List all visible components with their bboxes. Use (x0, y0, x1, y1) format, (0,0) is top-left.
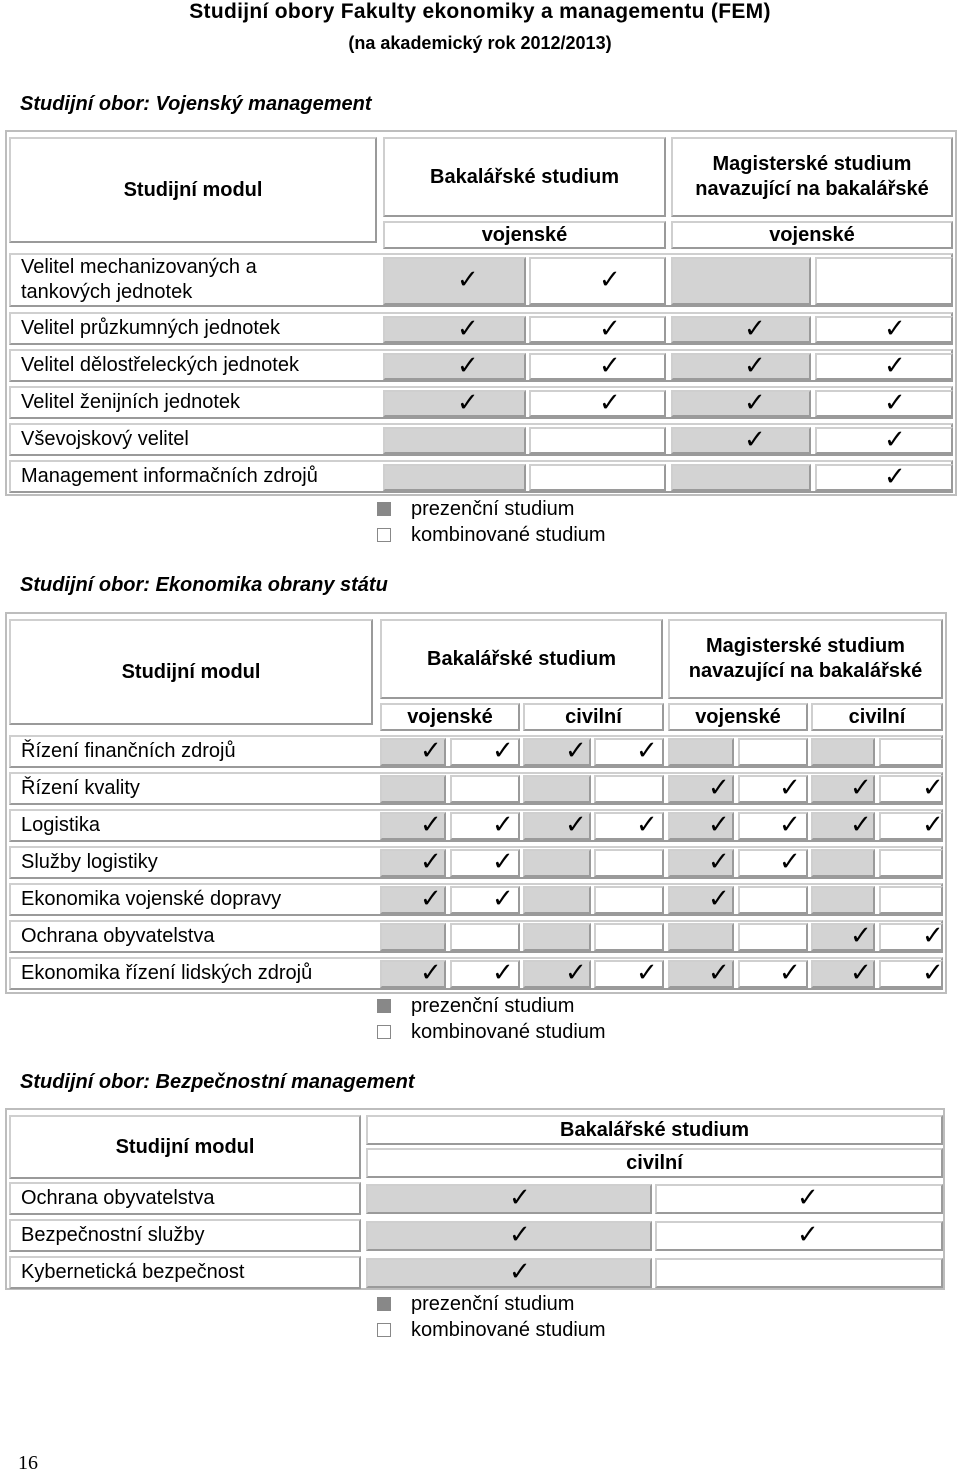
legend-full-time-label: prezenční studium (411, 498, 575, 520)
checkmark-icon: ✓ (509, 1257, 531, 1287)
checkmark-icon: ✓ (779, 810, 801, 840)
mark-cell (668, 738, 734, 766)
checkmark-icon: ✓ (744, 350, 766, 381)
mark-cell (671, 257, 811, 305)
col-module-header: Studijní modul (9, 619, 373, 725)
mark-cell (523, 775, 591, 803)
checkmark-icon: ✓ (565, 810, 587, 840)
checkmark-icon: ✓ (850, 921, 872, 951)
mark-cell (523, 923, 591, 951)
sub-header: civilní (811, 703, 943, 731)
mark-cell (529, 387, 666, 418)
section2-heading: Studijní obor: Ekonomika obrany státu (20, 574, 388, 596)
checkmark-icon: ✓ (884, 313, 906, 344)
checkmark-icon: ✓ (457, 387, 479, 418)
mark-cell (383, 313, 526, 344)
mark-cell (380, 775, 446, 803)
page-title: Studijní obory Fakulty ekonomiky a managementu (FEM) (189, 0, 771, 23)
checkmark-icon: ✓ (420, 847, 442, 877)
row-label: Velitel průzkumných jednotek (21, 317, 281, 339)
mark-cell (450, 775, 520, 803)
checkmark-icon: ✓ (636, 736, 658, 766)
mark-cell (738, 738, 808, 766)
checkmark-icon: ✓ (420, 810, 442, 840)
checkmark-icon: ✓ (708, 810, 730, 840)
col-master-header: Magisterské studium navazující na bakalářské (671, 137, 953, 217)
mark-cell (529, 350, 666, 381)
mark-cell (594, 849, 664, 877)
checkmark-icon: ✓ (884, 424, 906, 455)
checkmark-icon: ✓ (744, 387, 766, 418)
checkmark-icon: ✓ (708, 884, 730, 914)
col-bachelor-header: Bakalářské studium (366, 1115, 943, 1145)
checkmark-icon: ✓ (850, 958, 872, 988)
section3-table (5, 1108, 945, 1290)
checkmark-icon: ✓ (420, 884, 442, 914)
row-label: Bezpečnostní služby (21, 1224, 205, 1246)
checkmark-icon: ✓ (599, 350, 621, 381)
mark-cell (879, 849, 943, 877)
sub-header: vojenské (380, 703, 520, 731)
checkmark-icon: ✓ (744, 313, 766, 344)
mark-cell (671, 424, 811, 455)
legend-combined (377, 1019, 606, 1045)
mark-cell (738, 923, 808, 951)
checkmark-icon: ✓ (457, 350, 479, 381)
mark-cell (671, 387, 811, 418)
checkmark-icon: ✓ (708, 847, 730, 877)
checkmark-icon: ✓ (884, 350, 906, 381)
section3-heading: Studijní obor: Bezpečnostní management (20, 1071, 415, 1093)
checkmark-icon: ✓ (922, 810, 944, 840)
page-subtitle: (na akademický rok 2012/2013) (348, 33, 612, 53)
checkmark-icon: ✓ (922, 773, 944, 803)
checkmark-icon: ✓ (922, 958, 944, 988)
row-label: Management informačních zdrojů (21, 465, 318, 487)
checkmark-icon: ✓ (457, 265, 479, 295)
checkmark-icon: ✓ (850, 810, 872, 840)
mark-cell (523, 886, 591, 914)
checkmark-icon: ✓ (420, 958, 442, 988)
mark-cell (383, 257, 526, 305)
mark-cell (383, 387, 526, 418)
section1-heading: Studijní obor: Vojenský management (20, 93, 372, 115)
mark-cell (529, 313, 666, 344)
row-label: Velitel dělostřeleckých jednotek (21, 354, 299, 376)
mark-cell (811, 886, 875, 914)
checkmark-icon: ✓ (565, 736, 587, 766)
mark-cell (523, 849, 591, 877)
row-label: Velitel ženijních jednotek (21, 391, 241, 413)
col-bachelor-header: Bakalářské studium (380, 619, 663, 699)
checkmark-icon: ✓ (599, 313, 621, 344)
row-label: Řízení finančních zdrojů (21, 740, 236, 762)
checkmark-icon: ✓ (492, 810, 514, 840)
col-module-header: Studijní modul (9, 1115, 361, 1179)
mark-cell (380, 923, 446, 951)
mark-cell (383, 350, 526, 381)
mark-cell (450, 923, 520, 951)
filled-square-icon (377, 1297, 391, 1311)
checkmark-icon: ✓ (599, 387, 621, 418)
mark-cell (879, 886, 943, 914)
checkmark-icon: ✓ (797, 1183, 819, 1213)
checkmark-icon: ✓ (457, 313, 479, 344)
checkmark-icon: ✓ (599, 265, 621, 295)
mark-cell (594, 886, 664, 914)
legend-combined-label: kombinované studium (411, 1319, 606, 1341)
legend-full-time (377, 993, 574, 1019)
checkmark-icon: ✓ (797, 1220, 819, 1250)
col-bachelor-header: Bakalářské studium (383, 137, 666, 217)
page-number: 16 (18, 1452, 38, 1474)
col-module-header: Studijní modul (9, 137, 377, 243)
empty-square-icon (377, 1323, 391, 1337)
mark-cell (655, 1258, 943, 1288)
checkmark-icon: ✓ (708, 773, 730, 803)
checkmark-icon: ✓ (922, 921, 944, 951)
checkmark-icon: ✓ (636, 958, 658, 988)
legend-combined (377, 522, 606, 548)
checkmark-icon: ✓ (492, 847, 514, 877)
legend-full-time-label: prezenční studium (411, 1293, 575, 1315)
checkmark-icon: ✓ (420, 736, 442, 766)
legend-full-time-label: prezenční studium (411, 995, 575, 1017)
mark-cell (811, 738, 875, 766)
checkmark-icon: ✓ (850, 773, 872, 803)
legend-combined-label: kombinované studium (411, 524, 606, 546)
checkmark-icon: ✓ (492, 958, 514, 988)
row-label: Ekonomika řízení lidských zdrojů (21, 962, 313, 984)
mark-cell (529, 464, 666, 491)
mark-cell (383, 427, 526, 454)
col-master-header: Magisterské studium navazující na bakalářské (668, 619, 943, 699)
checkmark-icon: ✓ (492, 884, 514, 914)
row-label: Vševojskový velitel (21, 428, 189, 450)
legend-full-time (377, 496, 574, 522)
mark-cell (671, 464, 811, 491)
legend-combined (377, 1317, 606, 1343)
checkmark-icon: ✓ (509, 1220, 531, 1250)
row-label: Služby logistiky (21, 851, 158, 873)
sub-bachelor-header: vojenské (383, 221, 666, 249)
section1-table (5, 130, 957, 496)
checkmark-icon: ✓ (884, 461, 906, 492)
mark-cell (671, 350, 811, 381)
checkmark-icon: ✓ (884, 387, 906, 418)
mark-cell (529, 427, 666, 454)
checkmark-icon: ✓ (708, 958, 730, 988)
checkmark-icon: ✓ (492, 736, 514, 766)
checkmark-icon: ✓ (565, 958, 587, 988)
mark-cell (879, 738, 943, 766)
sub-master-header: vojenské (671, 221, 953, 249)
sub-header: vojenské (668, 703, 808, 731)
mark-cell (671, 313, 811, 344)
legend-full-time (377, 1291, 574, 1317)
checkmark-icon: ✓ (779, 958, 801, 988)
sub-header: civilní (523, 703, 664, 731)
row-label: Ochrana obyvatelstva (21, 1187, 215, 1209)
checkmark-icon: ✓ (779, 773, 801, 803)
section2-table (5, 612, 947, 994)
checkmark-icon: ✓ (779, 847, 801, 877)
row-label: Ochrana obyvatelstva (21, 925, 215, 947)
filled-square-icon (377, 999, 391, 1013)
checkmark-icon: ✓ (509, 1183, 531, 1213)
mark-cell (383, 464, 526, 491)
checkmark-icon: ✓ (636, 810, 658, 840)
mark-cell (529, 257, 666, 305)
row-label: Kybernetická bezpečnost (21, 1261, 245, 1283)
empty-square-icon (377, 528, 391, 542)
row-label: Velitel mechanizovaných a tankových jednotek (21, 256, 257, 303)
mark-cell (811, 849, 875, 877)
row-label: Ekonomika vojenské dopravy (21, 888, 282, 910)
checkmark-icon: ✓ (744, 424, 766, 455)
mark-cell (594, 923, 664, 951)
mark-cell (594, 775, 664, 803)
empty-square-icon (377, 1025, 391, 1039)
mark-cell (668, 923, 734, 951)
sub-civil-header: civilní (366, 1148, 943, 1178)
mark-cell (815, 257, 953, 305)
mark-cell (738, 886, 808, 914)
row-label: Řízení kvality (21, 777, 140, 799)
legend-combined-label: kombinované studium (411, 1021, 606, 1043)
filled-square-icon (377, 502, 391, 516)
row-label: Logistika (21, 814, 100, 836)
